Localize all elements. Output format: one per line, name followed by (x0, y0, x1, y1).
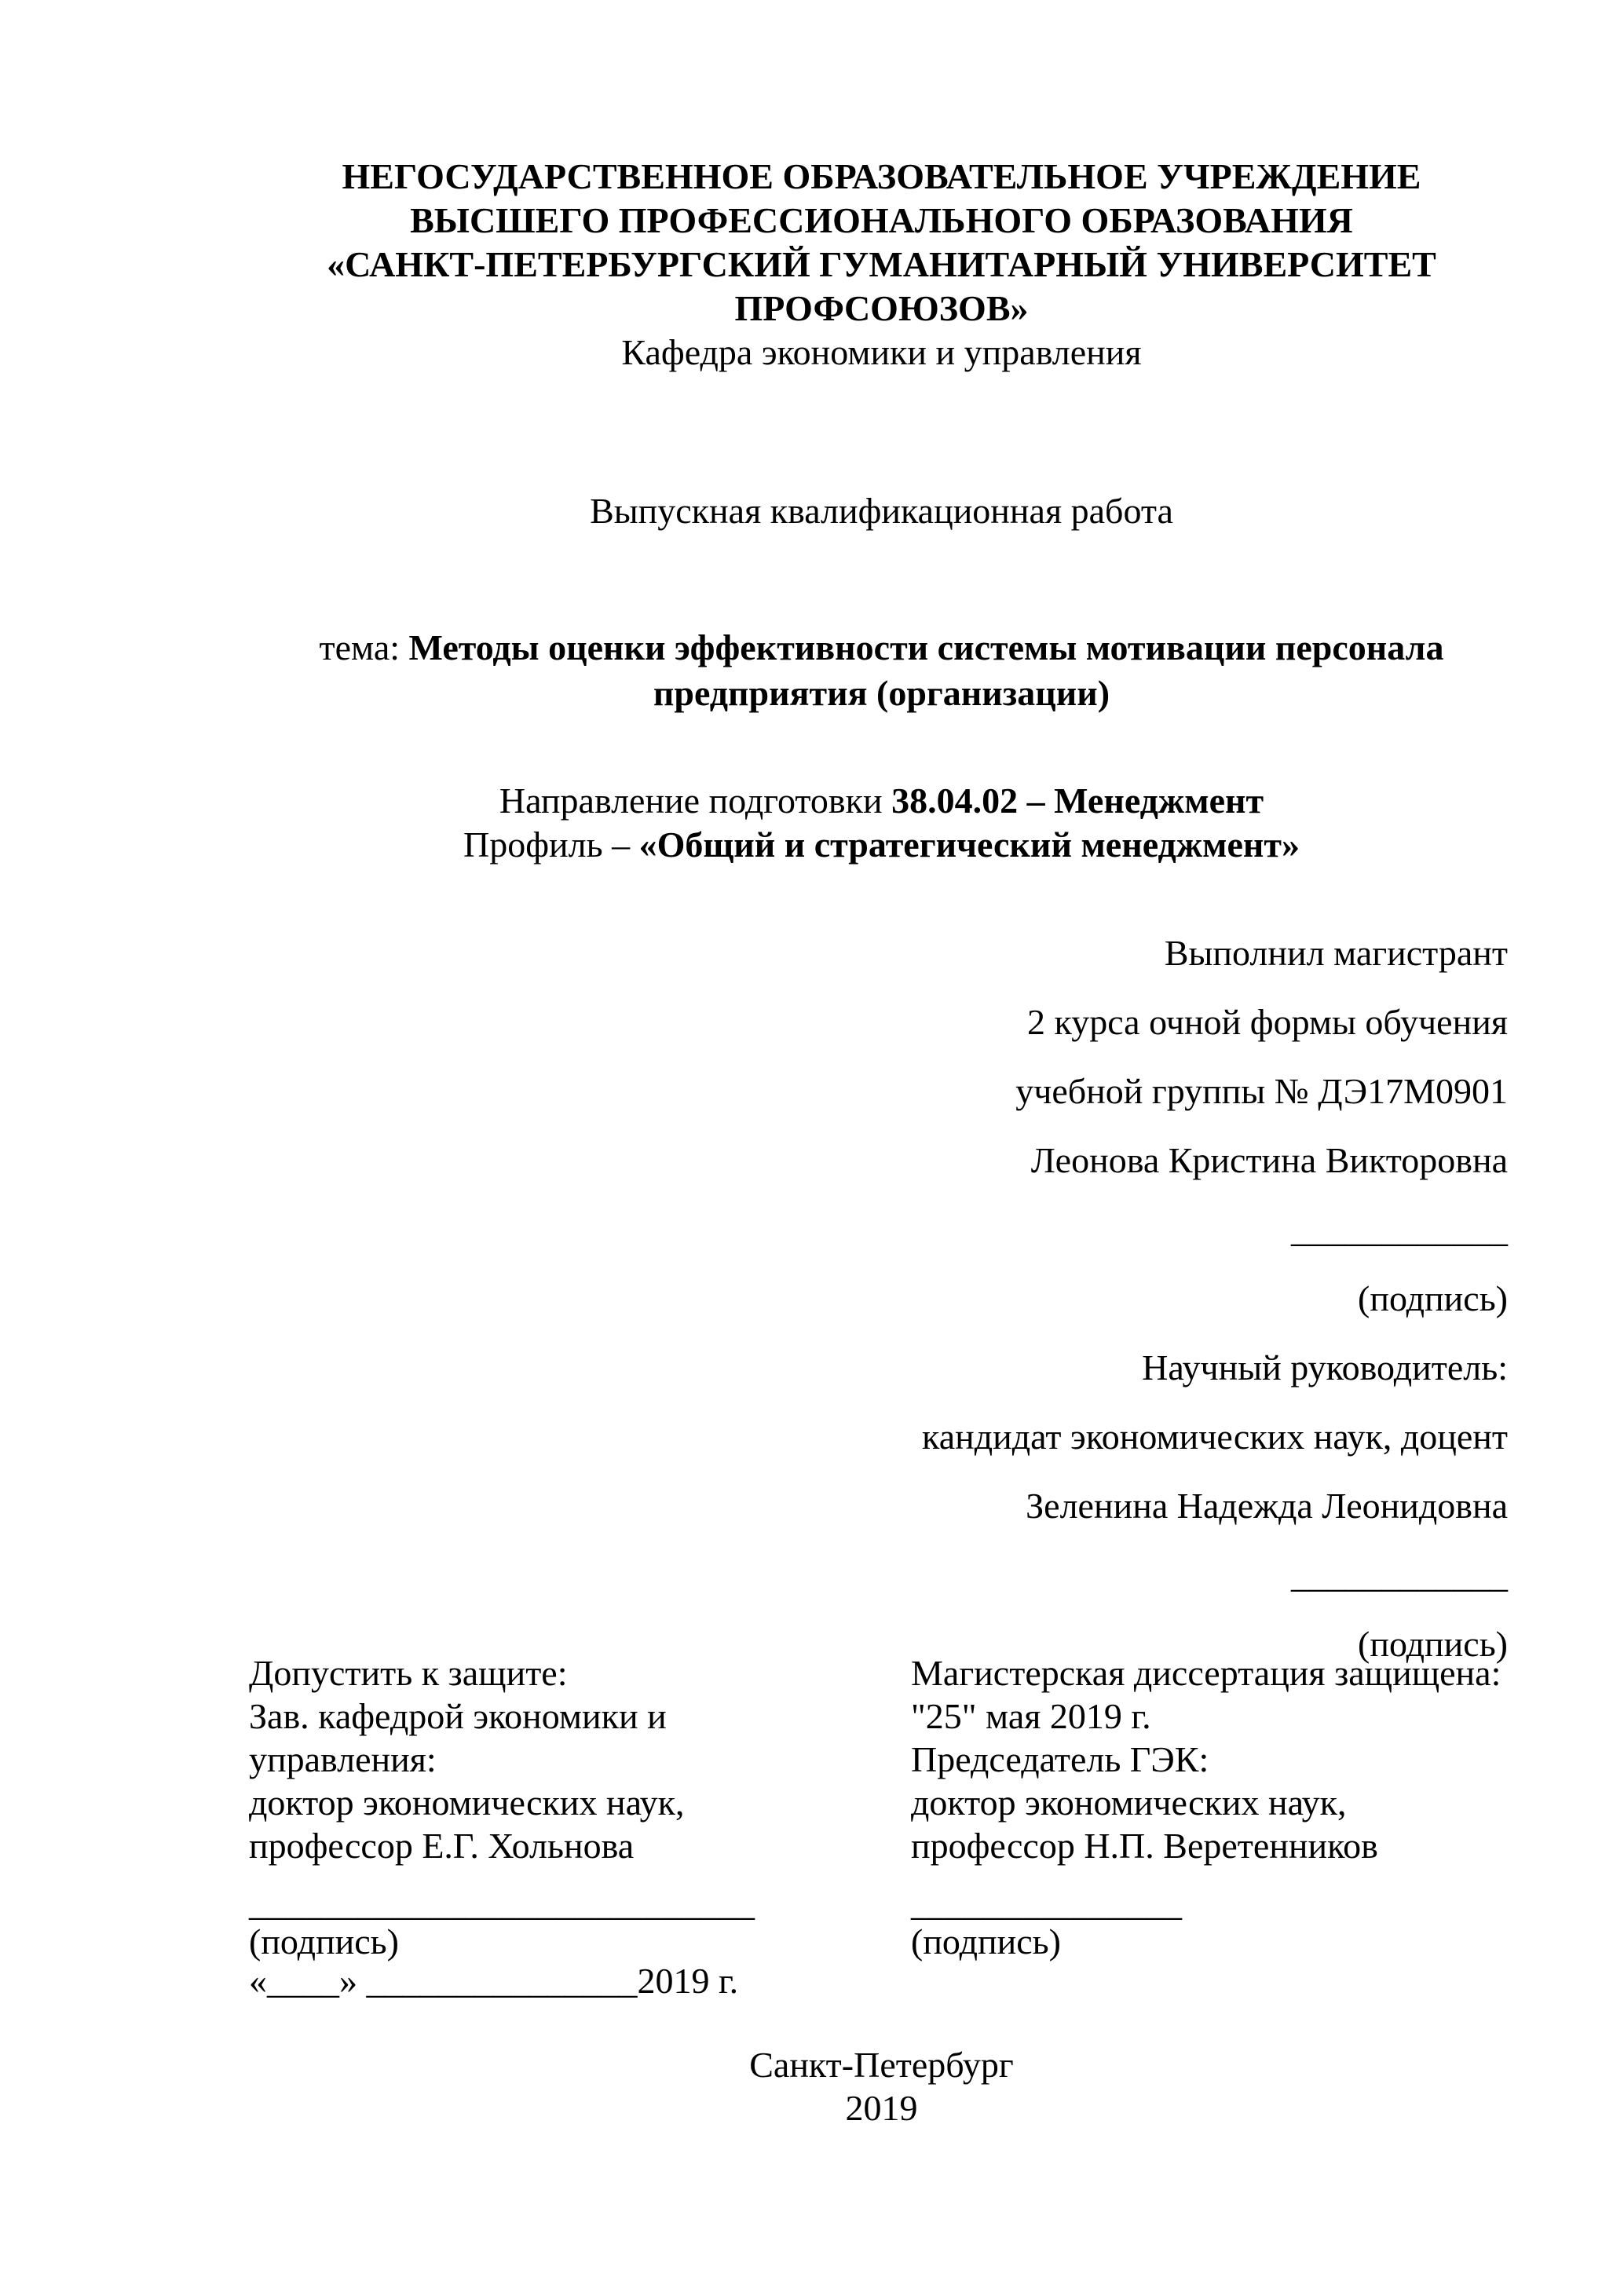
executor-line: учебной группы № ДЭ17М0901 (1015, 1071, 1508, 1111)
degree-direction (249, 779, 1514, 823)
university-header (249, 155, 1514, 375)
supervisor-signature-line: ____________ (1291, 1555, 1508, 1595)
defense-signature-caption: (подпись) (911, 1921, 1061, 1961)
supervisor-signature-caption: (подпись) (1358, 1624, 1508, 1664)
admission-line: Зав. кафедрой экономики и (249, 1696, 667, 1736)
admission-signature-caption: (подпись) (249, 1921, 399, 1961)
defense-block (911, 1651, 1520, 1959)
footer-year: 2019 (845, 2088, 918, 2128)
degree-profile-name: «Общий и стратегический менеджмент» (638, 824, 1300, 865)
university-name-line-1: НЕГОСУДАРСТВЕННОЕ ОБРАЗОВАТЕЛЬНОЕ УЧРЕЖДЕНИЕ (342, 156, 1421, 196)
defense-line: доктор экономических наук, (911, 1782, 1347, 1823)
university-name-line-2: ВЫСШЕГО ПРОФЕССИОНАЛЬНОГО ОБРАЗОВАНИЯ (410, 200, 1353, 240)
thesis-topic-line-1 (249, 625, 1514, 671)
university-name-line-3: «САНКТ-ПЕТЕРБУРГСКИЙ ГУМАНИТАРНЫЙ УНИВЕРСИТЕТ (327, 244, 1436, 284)
defense-line: "25" мая 2019 г. (911, 1696, 1151, 1736)
defense-line: Председатель ГЭК: (911, 1739, 1209, 1779)
supervisor-line: кандидат экономических наук, доцент (922, 1417, 1508, 1457)
thesis-topic (249, 625, 1514, 716)
footer (249, 2043, 1514, 2130)
department-line: Кафедра экономики и управления (621, 332, 1142, 372)
admission-line: управления: (249, 1739, 437, 1779)
supervisor-heading: Научный руководитель: (1142, 1347, 1508, 1387)
admission-signature-line: ____________________________ (249, 1883, 755, 1923)
admission-block (249, 1651, 799, 2002)
thesis-topic-text-2: предприятия (организации) (653, 673, 1110, 713)
degree-direction-code: 38.04.02 – Менеджмент (891, 781, 1264, 821)
thesis-topic-text-1: Методы оценки эффективности системы мотивации персонала (408, 627, 1444, 667)
executor-signature-caption: (подпись) (1358, 1278, 1508, 1318)
admission-line: Допустить к защите: (249, 1653, 568, 1693)
defense-line: Магистерская диссертация защищена: (911, 1653, 1501, 1693)
work-type-title: Выпускная квалификационная работа (590, 491, 1173, 531)
thesis-topic-label: тема: (319, 627, 409, 667)
executor-line: Леонова Кристина Викторовна (1030, 1140, 1508, 1180)
degree-profile-prefix: Профиль – (463, 824, 639, 865)
admission-line: доктор экономических наук, (249, 1782, 685, 1823)
executor-line: 2 курса очной формы обучения (1027, 1002, 1508, 1042)
supervisor-line: Зеленина Надежда Леонидовна (1026, 1486, 1508, 1526)
executor-signature-line: ____________ (1291, 1209, 1508, 1249)
degree-direction-prefix: Направление подготовки (499, 781, 892, 821)
degree-profile (249, 823, 1514, 867)
admission-date-line: «____» _______________2019 г. (249, 1961, 739, 2001)
degree-info (249, 779, 1514, 867)
thesis-topic-line-2 (249, 671, 1514, 716)
defense-line: профессор Н.П. Веретенников (911, 1826, 1378, 1866)
university-name-line-4: ПРОФСОЮЗОВ» (734, 288, 1029, 328)
admission-line: профессор Е.Г. Хольнова (249, 1826, 635, 1866)
executor-supervisor-block (785, 919, 1508, 1679)
executor-line: Выполнил магистрант (1164, 933, 1508, 973)
footer-city: Санкт-Петербург (749, 2045, 1014, 2085)
defense-signature-line: _______________ (911, 1883, 1182, 1923)
